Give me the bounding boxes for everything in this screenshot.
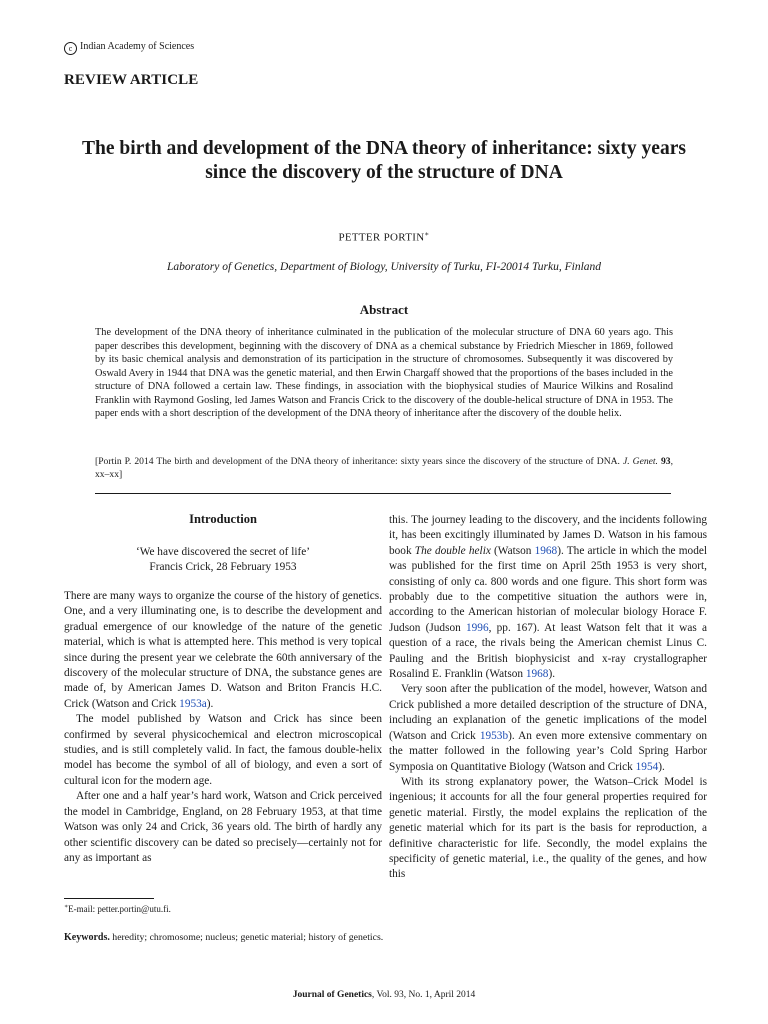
title-line-1: The birth and development of the DNA theory of inheritance: sixty years [82, 138, 686, 159]
epigraph [64, 545, 382, 576]
reference-link[interactable]: 1953b [479, 729, 509, 742]
citation-suffix: , xx–xx] [95, 456, 673, 480]
left-column [64, 589, 382, 866]
reference-link[interactable]: 1968 [534, 544, 558, 557]
author-name: PETTER PORTIN [338, 231, 425, 244]
author-line [0, 230, 768, 244]
abstract-heading: Abstract [359, 302, 409, 317]
section-divider [95, 493, 671, 494]
paragraph [389, 513, 707, 682]
paragraph-text: ). [206, 697, 214, 710]
footnote-divider [64, 898, 154, 899]
citation-prefix: [Portin P. 2014 The birth and development of the DNA theory of inheritance: sixty years since the discovery of the structure of DNA. [95, 456, 623, 467]
keywords-text: heredity; chromosome; nucleus; genetic material; history of genetics. [112, 932, 384, 943]
paragraph-text: There are many ways to organize the course of the history of genetics. One, and a very illuminating one, is to describe the development and gradual emergence of our knowledge of the nature of the genetic material, which is what is attempted here. This method is very topical since during the present year we celebrate the 60th anniversary of the discovery of the molecular structure of DNA, the substance genes are made of, by American James D. Watson and Briton Francis H.C. Crick (Watson and Crick [64, 590, 382, 710]
introduction-heading: Introduction [189, 512, 257, 526]
paragraph: The model published by Watson and Crick has since been confirmed by several physicochemical and electron microscopical studies, and is still completely valid. In fact, the famous double-helix model has become the symbol of all of biology, and even a sort of cultural icon for the modern age. [64, 713, 382, 787]
paragraph: With its strong explanatory power, the Watson–Crick Model is ingenious; it accounts for all the four general properties required for genetic material. Firstly, the model explains the replication of the genetic material which for its part is the basis for reproduction, a definitive characteristic for life. Secondly, the model explains the specificity of genetic material, i.e., the quality of the genes, and how this [389, 775, 707, 881]
journal-name: Journal of Genetics [292, 990, 372, 1000]
journal-issue: , Vol. 93, No. 1, April 2014 [371, 990, 476, 1000]
paragraph-text: , pp. 167). At least Watson felt that it was a question of a race, the rivals being the American chemist Linus C. Pauling and the British biophysicist and x-ray crystallographer Rosalind E. Franklin (Watson [389, 621, 707, 681]
footnote-mark: ∗ [64, 904, 69, 910]
reference-link[interactable]: 1996 [466, 621, 489, 634]
reference-link[interactable]: 1954 [635, 760, 659, 773]
copyright-icon: c [64, 42, 77, 55]
citation [95, 456, 673, 481]
paragraph-text: Very soon after the publication of the model, however, Watson and Crick published a more detailed description of the structure of DNA, including an explanation of the genetic implications of the model (Watson and Crick [389, 683, 707, 742]
author-footnote-mark: ∗ [424, 230, 430, 238]
paragraph [64, 589, 382, 712]
reference-link[interactable]: 1953a [179, 697, 207, 710]
paragraph-text: ). [658, 760, 665, 773]
footnote-text: E-mail: petter.portin@utu.fi. [68, 904, 171, 914]
keywords [64, 932, 383, 943]
paragraph-text: ). The article in which the model was published for the first time on April 25th 1953 is very short, consisting of only ca. 800 words and one figure. This short form was probably due to the competitive situation the authors were in, according to the American historian of molecular biology Horace F. Judson (Judson [389, 544, 707, 634]
copyright-notice [64, 41, 194, 55]
paragraph-text: ). An even more extensive commentary on the matter followed in the following year’s Cold Spring Harbor Symposia on Quantitative Biology (Watson and Crick [389, 729, 707, 773]
epigraph-quote: ‘We have discovered the secret of life’ [135, 546, 311, 558]
abstract-text: The development of the DNA theory of inheritance culminated in the publication of the molecular structure of DNA 60 years ago. This paper describes this development, beginning with the discovery of DNA as a chemical substance by Friedrich Miescher in 1869, followed by its basic chemical analysis and demonstration of its participation in the structure of chromosomes. Subsequently it was discovered by Oswald Avery in 1944 that DNA was the genetic material, and then Erwin Chargaff showed that the proportions of the bases included in the structure of DNA followed a certain law. These findings, in association with the biophysical studies of Maurice Wilkins and Rosalind Franklin with Raymond Gosling, led James Watson and Francis Crick to the discovery of the double-helical structure of DNA in 1953. The paper ends with a short description of the development of the DNA theory of inheritance after the discovery of the double helix. [95, 327, 673, 419]
citation-volume: 93 [660, 456, 671, 467]
article-type: REVIEW ARTICLE [64, 72, 199, 88]
paragraph: After one and a half year’s hard work, Watson and Crick perceived the model in Cambridge, England, on 28 February 1953, at that time Watson was only 24 and Crick, 36 years old. The birth of hardly any other scientific discovery can be dated so precisely—certainly not for any as important as [64, 790, 382, 864]
paragraph-text: (Watson [490, 544, 535, 557]
book-title: The double helix [414, 544, 491, 557]
author-affiliation: Laboratory of Genetics, Department of Biology, University of Turku, FI-20014 Turku, Finland [166, 261, 602, 273]
epigraph-source: Francis Crick, 28 February 1953 [149, 561, 297, 574]
citation-journal: J. Genet. [622, 456, 658, 467]
footnote [64, 903, 171, 914]
article-title [50, 137, 718, 185]
reference-link[interactable]: 1968 [525, 668, 549, 681]
right-column [389, 513, 707, 883]
paragraph-text: ). [548, 668, 556, 681]
paragraph-text: this. The journey leading to the discovery, and the incidents following it, has been excitingly illuminated by James D. Watson in his famous book [389, 514, 707, 557]
page-footer [0, 990, 768, 1000]
copyright-text: Indian Academy of Sciences [80, 41, 195, 52]
title-line-2: since the discovery of the structure of DNA [205, 162, 563, 183]
paragraph [389, 682, 707, 774]
keywords-label: Keywords. [64, 932, 110, 943]
